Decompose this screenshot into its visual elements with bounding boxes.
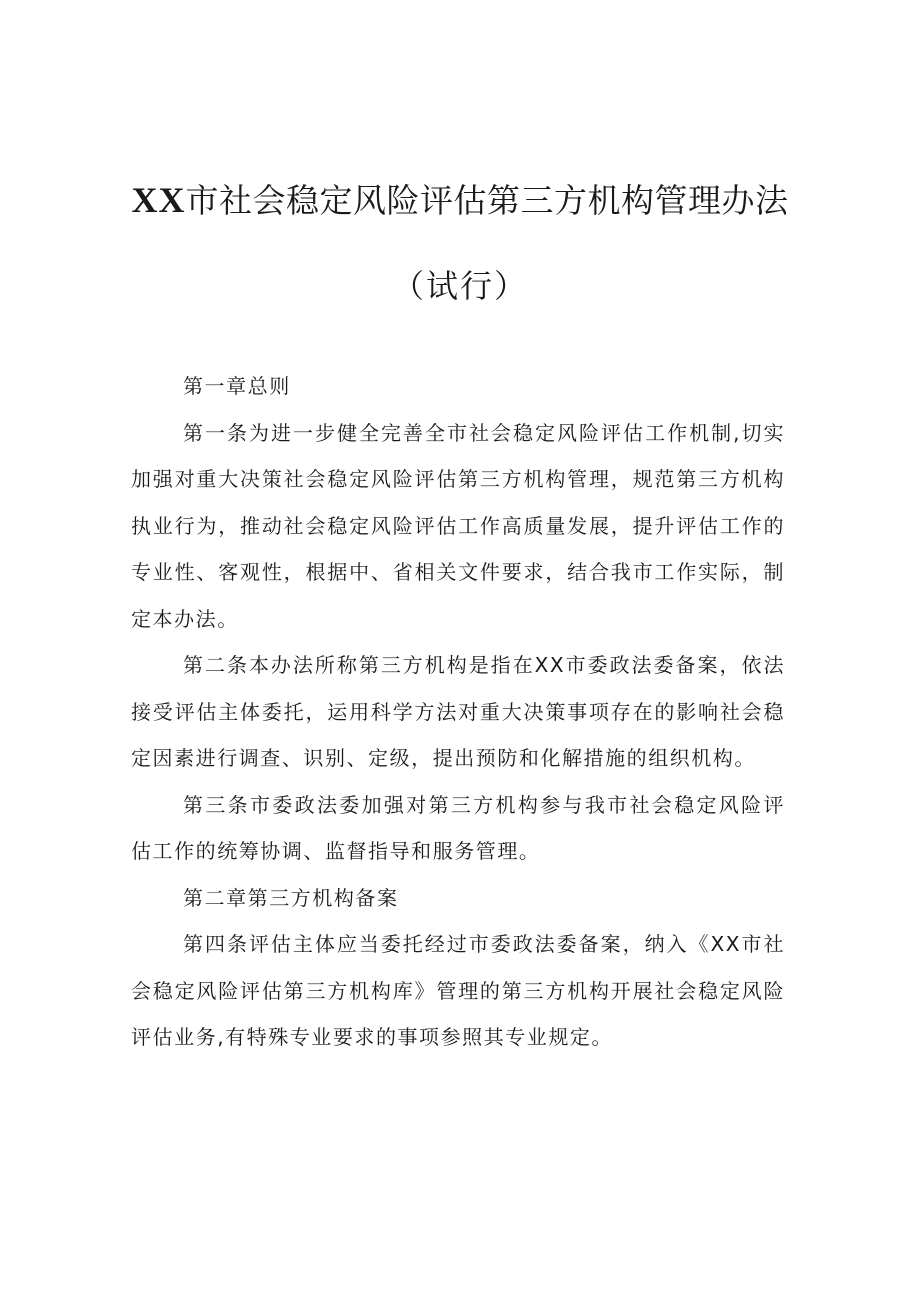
document-body [131,363,785,1061]
title-text: 市社会稳定风险评估第三方机构管理办法 [185,181,789,220]
title-prefix: XX [131,180,186,220]
article-2: 第二条本办法所称第三方机构是指在XX市委政法委备案，依法接受评估主体委托，运用科学方法对重大决策事项存在的影响社会稳定因素进行调查、识别、定级，提出预防和化解措施的组织机构。 [131,653,785,770]
chapter-heading-1: 第一章总则 [183,374,291,398]
chapter-heading-2: 第二章第三方机构备案 [183,885,399,910]
article-1: 第一条为进一步健全完善全市社会稳定风险评估工作机制,切实加强对重大决策社会稳定风险评估第三方机构管理，规范第三方机构执业行为，推动社会稳定风险评估工作高质量发展，提升评估工作的专业性、客观性，根据中、省相关文件要求，结合我市工作实际，制定本办法。 [131,420,785,631]
article-4: 第四条评估主体应当委托经过市委政法委备案，纳入《XX市社会稳定风险评估第三方机构库》管理的第三方机构开展社会稳定风险评估业务,有特殊专业要求的事项参照其专业规定。 [131,932,785,1049]
document-title [0,180,920,221]
document-subtitle: （试行） [391,267,528,305]
article-3: 第三条市委政法委加强对第三方机构参与我市社会稳定风险评估工作的统筹协调、监督指导和服务管理。 [131,792,785,863]
